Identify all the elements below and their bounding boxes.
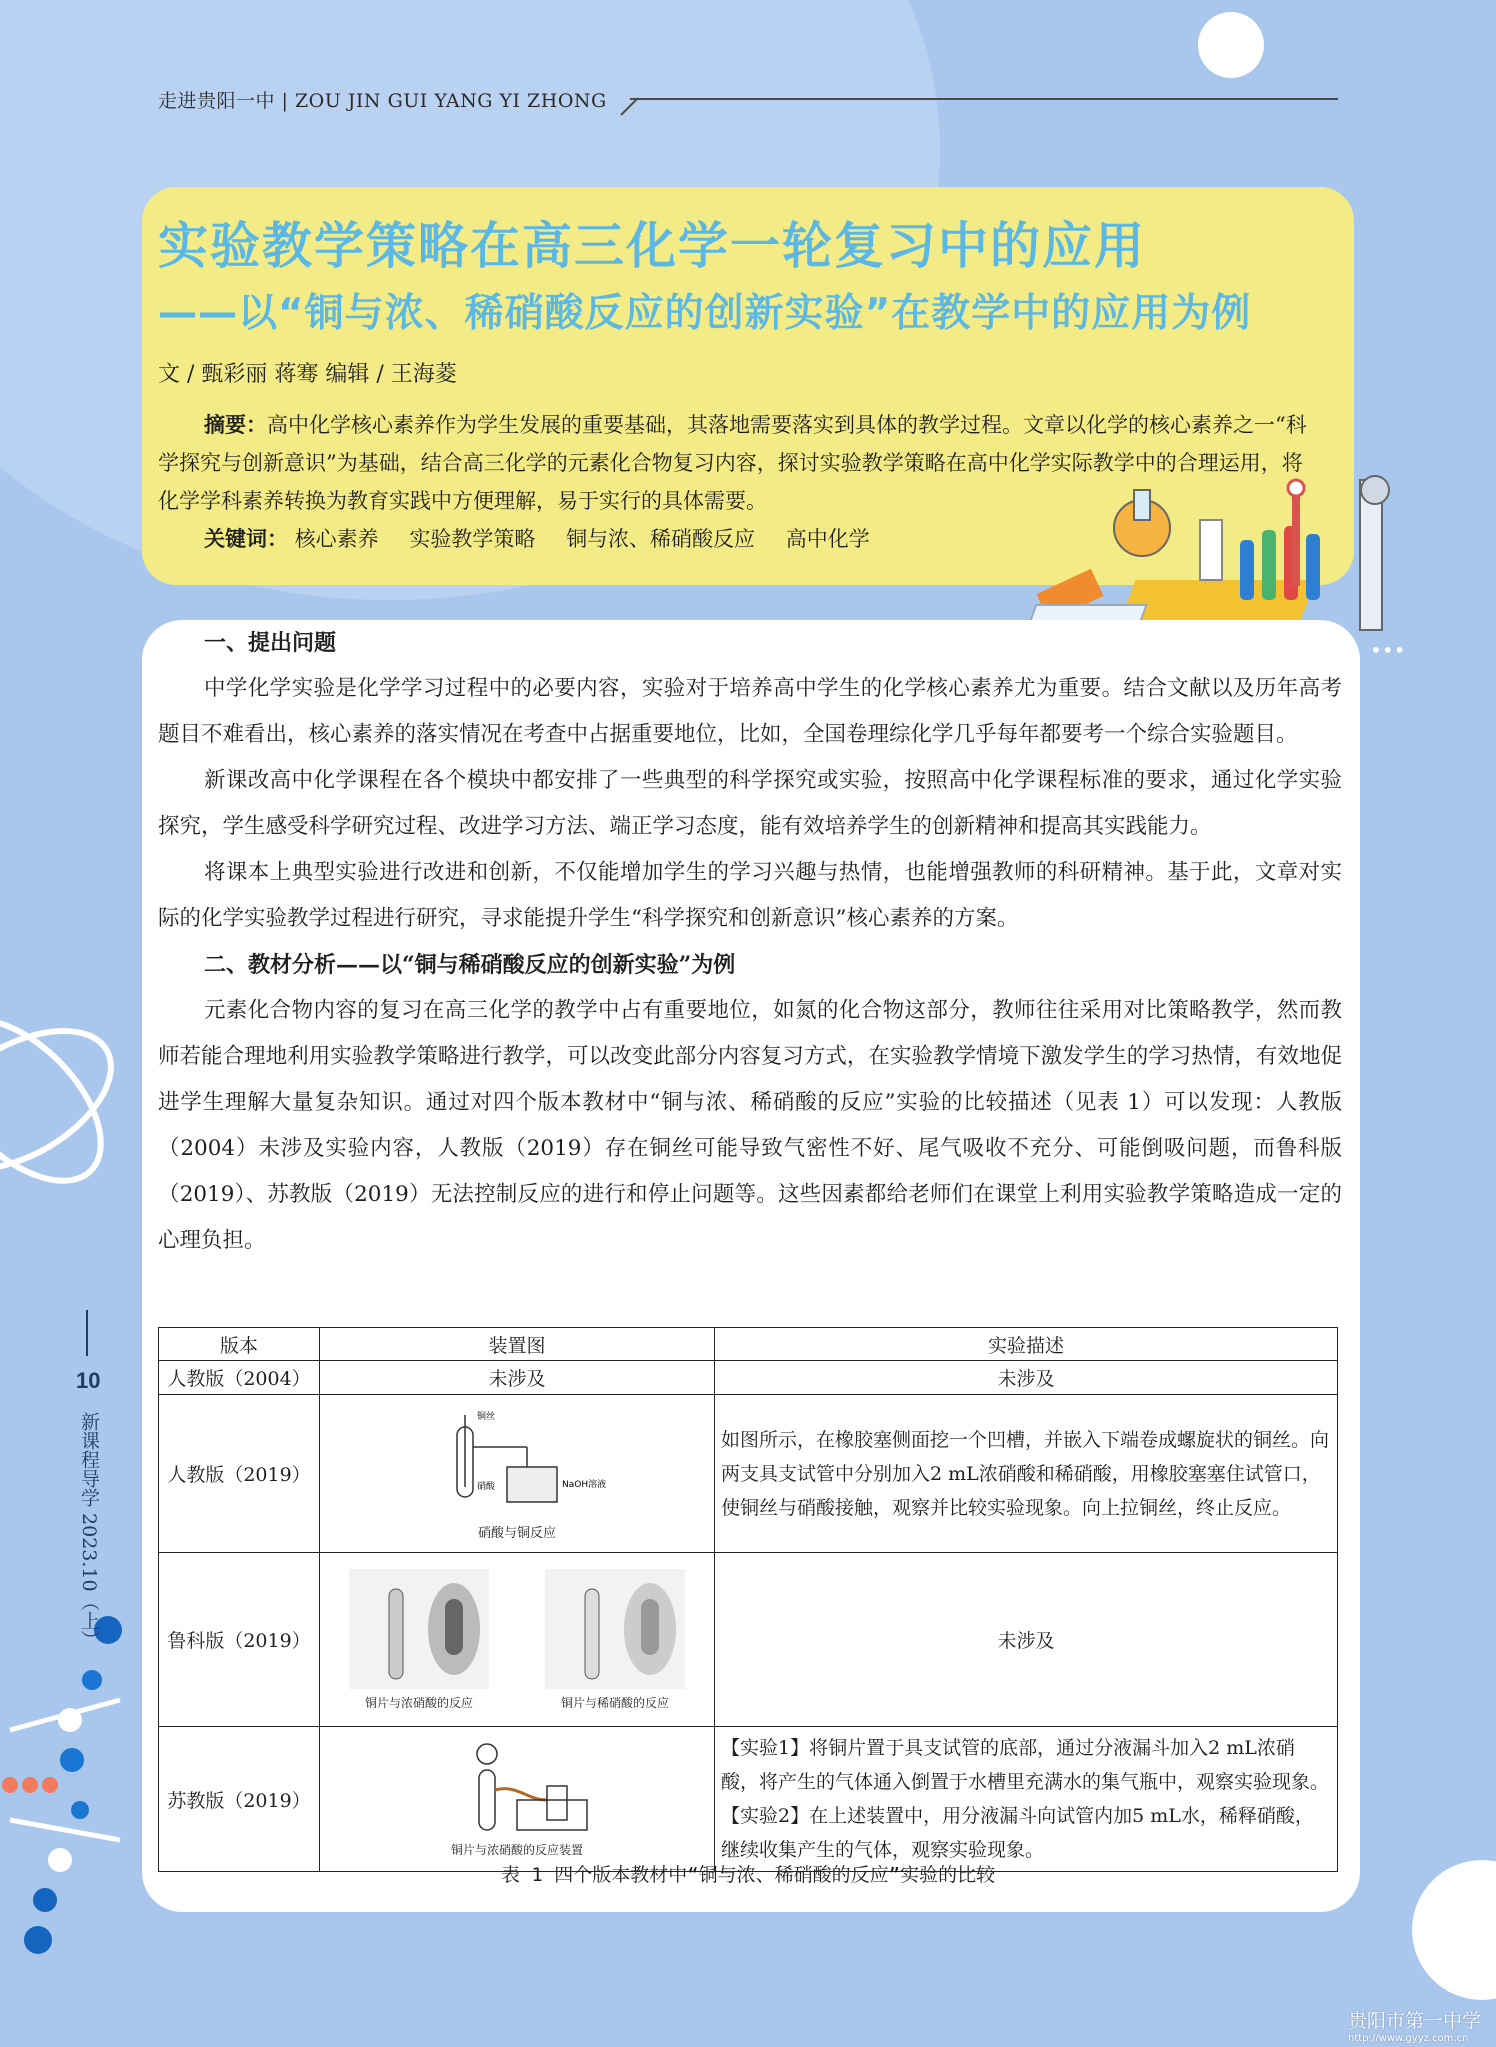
figure-cell [320,1727,715,1872]
figure-caption: 铜片与浓硝酸的反应装置 [450,1843,583,1857]
column-header: 版本 [159,1328,320,1361]
figure-caption: 硝酸与铜反应 [477,1525,556,1541]
figure-label: 铜丝 [477,1411,496,1422]
table-row [159,1361,1338,1395]
apparatus-diagram [417,1407,617,1517]
keyword: 核心素养 [294,527,379,551]
comparison-table [158,1327,1338,1872]
header-rule [630,98,1338,100]
keyword: 高中化学 [785,527,870,551]
version-cell: 人教版（2004） [159,1361,320,1395]
journal-info: 新课程导学 2023.10（上） [78,1412,100,1649]
byline: 文 / 甄彩丽 蒋骞 编辑 / 王海菱 [158,362,457,387]
watermark-name: 贵阳市第一中学 [1348,2010,1482,2032]
figure-caption: 铜片与浓硝酸的反应 [364,1695,473,1710]
figure-cell [320,1553,715,1727]
description-cell [715,1727,1338,1872]
figure-caption: 铜片与稀硝酸的反应 [560,1695,669,1710]
margin-bar [86,1310,88,1356]
description-cell: 未涉及 [715,1361,1338,1395]
version-cell: 人教版（2019） [159,1395,320,1553]
figure-label: 硝酸 [477,1481,496,1492]
background-circle [1412,1860,1496,2000]
abstract-label: 摘要： [204,412,267,437]
column-header: 装置图 [320,1328,715,1361]
paragraph: 将课本上典型实验进行改进和创新，不仅能增加学生的学习兴趣与热情，也能增强教师的科研精神。基于此，文章对实际的化学实验教学过程进行研究，寻求能提升学生“科学探究和创新意识”核心素养的方案。 [158,860,1342,931]
version-cell: 鲁科版（2019） [159,1553,320,1727]
description-cell: 如图所示，在橡胶塞侧面挖一个凹槽，并嵌入下端卷成螺旋状的铜丝。向两支具支试管中分别加入2 mL浓硝酸和稀硝酸，用橡胶塞塞住试管口，使铜丝与硝酸接触，观察并比较实验现象。向上拉铜丝，终止反应。 [715,1395,1338,1553]
table-row [159,1395,1338,1553]
experiment-photo [545,1569,685,1689]
paragraph: 新课改高中化学课程在各个模块中都安排了一些典型的科学探究或实验，按照高中化学课程标准的要求，通过化学实验探究，学生感受科学研究过程、改进学习方法、端正学习态度，能有效培养学生的创新精神和提高其实践能力。 [158,768,1342,839]
watermark-url: http://www.gyyz.com.cn [1348,2033,1469,2044]
figure-cell [320,1395,715,1553]
experiment-1-text: 【实验1】将铜片置于具支试管的底部，通过分液漏斗加入2 mL浓硝酸，将产生的气体通入倒置于水槽里充满水的集气瓶中，观察实验现象。 [721,1737,1330,1793]
keywords-label: 关键词： [204,526,288,551]
page-number: 10 [76,1368,101,1393]
keyword: 铜与浓、稀硝酸反应 [566,527,756,551]
table-row [159,1727,1338,1872]
column-header: 实验描述 [715,1328,1338,1361]
apparatus-diagram [437,1740,597,1836]
dna-decoration [0,1580,140,1980]
abstract-text: 高中化学核心素养作为学生发展的重要基础，其落地需要落实到具体的教学过程。文章以化学的核心素养之一“科学探究与创新意识”为基础，结合高三化学的元素化合物复习内容，探讨实验教学策略在高中化学实际教学中的合理运用，将化学学科素养转换为教育实践中方便理解，易于实行的具体需要。 [158,413,1307,513]
keyword: 实验教学策略 [409,527,536,551]
section-heading: 二、教材分析——以“铜与稀硝酸反应的创新实验”为例 [204,952,736,978]
description-cell: 未涉及 [715,1553,1338,1727]
figure-cell: 未涉及 [320,1361,715,1395]
keywords [204,523,894,553]
experiment-2-text: 【实验2】在上述装置中，用分液漏斗向试管内加5 mL水，稀释硝酸，继续收集产生的气体，观察实验现象。 [721,1805,1314,1861]
table-row [159,1553,1338,1727]
table-header-row [159,1328,1338,1361]
article-subtitle: ——以“铜与浓、稀硝酸反应的创新实验”在教学中的应用为例 [158,291,1252,336]
article-body [158,620,1342,1264]
table-caption: 表 1 四个版本教材中“铜与浓、稀硝酸的反应”实验的比较 [500,1864,996,1886]
version-cell: 苏教版（2019） [159,1727,320,1872]
background-circle [1198,12,1264,78]
watermark [1348,2006,1481,2044]
figure-label: NaOH溶液 [562,1479,607,1490]
running-header: 走进贵阳一中 | ZOU JIN GUI YANG YI ZHONG [158,90,607,112]
ellipsis-decoration: ••• [1370,638,1406,662]
paragraph: 中学化学实验是化学学习过程中的必要内容，实验对于培养高中学生的化学核心素养尤为重要。结合文献以及历年高考题目不难看出，核心素养的落实情况在考查中占据重要地位，比如，全国卷理综化学几乎每年都要考一个综合实验题目。 [158,676,1342,747]
paragraph: 元素化合物内容的复习在高三化学的教学中占有重要地位，如氮的化合物这部分，教师往往采用对比策略教学，然而教师若能合理地利用实验教学策略进行教学，可以改变此部分内容复习方式，在实验教学情境下激发学生的学习热情，有效地促进学生理解大量复杂知识。通过对四个版本教材中“铜与浓、稀硝酸的反应”实验的比较描述（见表 1）可以发现：人教版（2004）未涉及实验内容，人教版（2019）存在铜丝可能导致气密性不好、尾气吸收不充分、可能倒吸问题，而鲁科版（2019）、苏教版（2019）无法控制反应的进行和停止问题等。这些因素都给老师们在课堂上利用实验教学策略造成一定的心理负担。 [158,998,1342,1253]
section-heading: 一、提出问题 [204,630,337,656]
article-title: 实验教学策略在高三化学一轮复习中的应用 [158,217,1146,275]
experiment-photo [349,1569,489,1689]
